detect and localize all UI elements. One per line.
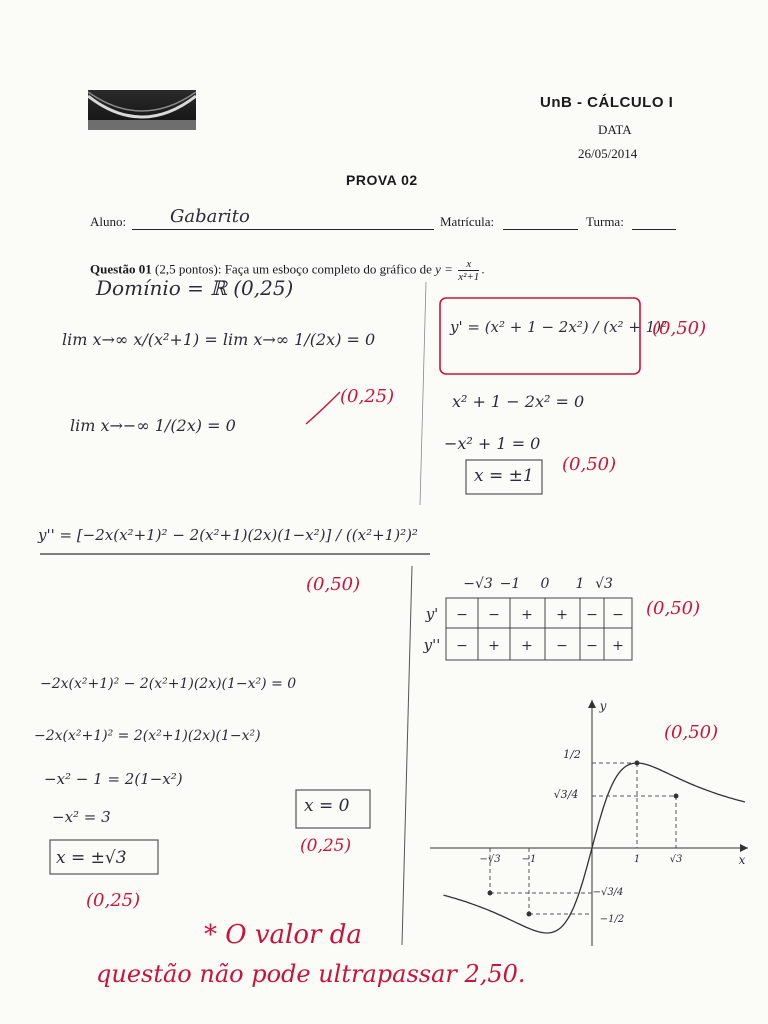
derivative-equation-1: x² + 1 − 2x² = 0: [452, 392, 585, 411]
function-lhs: y =: [435, 261, 453, 277]
second-equation-1: −2x(x²+1)² − 2(x²+1)(2x)(1−x²) = 0: [40, 676, 297, 692]
domain-line: Domínio = ℝ (0,25): [96, 276, 294, 300]
sign-table-header-4: √3: [595, 576, 613, 592]
sign-table-cell: +: [556, 607, 568, 623]
exam-title: PROVA 02: [346, 172, 418, 188]
score-second-derivative: (0,50): [306, 574, 361, 595]
x-tick-label: −√3: [479, 854, 501, 865]
score-table: (0,50): [646, 598, 701, 619]
note-line-2: questão não pode ultrapassar 2,50.: [96, 960, 526, 988]
critical-points-box: [466, 460, 542, 494]
sign-table-cell: +: [521, 607, 533, 623]
function-end: .: [481, 261, 485, 277]
limits-arrow: [306, 392, 340, 424]
sign-table-header-1: −1: [499, 576, 521, 592]
inflection-box: [50, 840, 158, 874]
score-critical: (0,50): [562, 454, 617, 475]
score-limits: (0,25): [340, 386, 395, 407]
score-x-zero: (0,25): [300, 836, 352, 856]
sign-table-cell: −: [456, 607, 468, 623]
second-equation-4: −x² = 3: [52, 808, 111, 826]
x-axis-label: x: [738, 853, 746, 867]
class-label: Turma:: [586, 214, 624, 229]
sign-table-header-0: −√3: [463, 576, 493, 592]
function-denominator: x²+1: [458, 271, 480, 283]
date-value: 26/05/2014: [578, 146, 638, 161]
student-value: Gabarito: [170, 206, 250, 227]
sign-table-cell: −: [612, 607, 624, 623]
question-number: Questão 01: [90, 261, 152, 277]
inflection-points: x = ±√3: [56, 848, 127, 868]
score-inflection: (0,25): [86, 890, 141, 911]
sign-table-cell: −: [556, 638, 568, 654]
score-graph: (0,50): [664, 722, 719, 743]
y-tick-label-neg-inflection: −√3/4: [592, 887, 624, 898]
vertical-divider-top: [420, 282, 426, 505]
x-zero-box: [296, 790, 370, 828]
inflection-point-neg: [488, 891, 493, 896]
vertical-divider-bottom: [402, 566, 412, 945]
y-tick-label-inflection: √3/4: [553, 788, 579, 801]
sign-table-cell: −: [488, 607, 500, 623]
y-axis-label: y: [599, 699, 607, 713]
critical-points: x = ±1: [474, 466, 534, 486]
sign-table-cell: −: [586, 607, 598, 623]
sign-table-header-3: 1: [575, 576, 585, 592]
x-tick-label: √3: [669, 854, 683, 865]
x-axis-arrow: [740, 844, 748, 852]
limit-positive: lim x→∞ x/(x²+1) = lim x→∞ 1/(2x) = 0: [62, 330, 376, 349]
registration-label: Matrícula:: [440, 214, 495, 229]
x-tick-label: 1: [633, 854, 641, 865]
first-derivative-box: [440, 298, 640, 374]
y-axis-arrow: [588, 700, 596, 708]
x-zero: x = 0: [304, 796, 350, 816]
sign-table-row-label-1: y'': [423, 636, 441, 654]
question-text: (2,5 pontos): Faça um esboço completo do gráfico de: [155, 261, 432, 277]
sign-table-cell: +: [488, 638, 500, 654]
university-title: UnB - CÁLCULO I: [540, 94, 674, 111]
function-graph: [430, 699, 748, 946]
derivative-equation-2: −x² + 1 = 0: [444, 434, 541, 453]
max-point: [635, 761, 640, 766]
sign-table-cell: +: [612, 638, 624, 654]
second-derivative: y'' = [−2x(x²+1)² − 2(x²+1)(2x)(1−x²)] / ((x²+1)²)²: [38, 526, 418, 544]
function-numerator: x: [458, 258, 479, 271]
x-tick-label: −1: [521, 854, 537, 865]
date-label: DATA: [598, 122, 632, 137]
y-tick-label-min: −1/2: [599, 914, 625, 925]
second-equation-3: −x² − 1 = 2(1−x²): [44, 770, 183, 788]
student-label: Aluno:: [90, 214, 127, 229]
inflection-point-pos: [674, 794, 679, 799]
limit-negative: lim x→−∞ 1/(2x) = 0: [70, 416, 236, 435]
sign-table-header-2: 0: [540, 576, 550, 592]
second-equation-2: −2x(x²+1)² = 2(x²+1)(2x)(1−x²): [34, 728, 261, 744]
score-first-derivative: (0,50): [652, 318, 707, 339]
sign-table: [446, 598, 632, 660]
sign-table-cell: +: [521, 638, 533, 654]
y-tick-label-max: 1/2: [563, 748, 581, 761]
sign-table-row-label-0: y': [425, 605, 439, 623]
note-line-1: * O valor da: [204, 920, 362, 950]
min-point: [527, 912, 532, 917]
sign-table-cell: −: [586, 638, 598, 654]
sign-table-cell: −: [456, 638, 468, 654]
first-derivative: y' = (x² + 1 − 2x²) / (x² + 1)²: [450, 318, 668, 336]
